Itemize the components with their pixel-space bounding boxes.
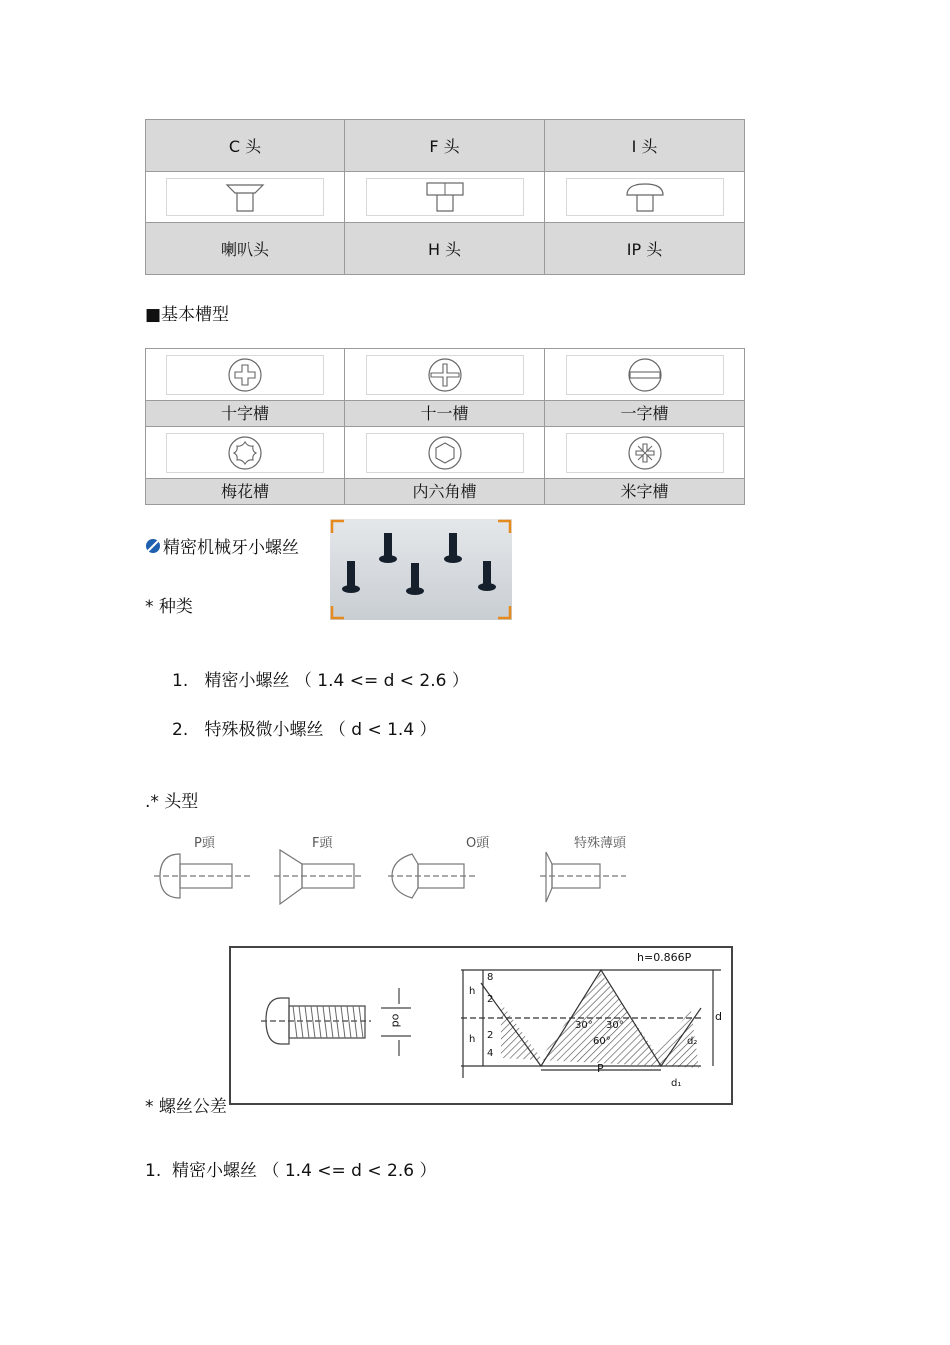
d1-label: d₁	[671, 1078, 682, 1089]
precision-title	[145, 533, 299, 558]
thread-tolerance-diagram	[229, 946, 733, 1105]
angle-30-right: 30°	[606, 1020, 624, 1031]
f-head-icon	[415, 179, 475, 215]
label-phillips-slot: 十字槽	[146, 401, 345, 427]
label-torx-slot: 梅花槽	[146, 479, 345, 505]
tolerance-label: * 螺丝公差	[145, 1097, 227, 1117]
cell-f-head: F 头	[345, 120, 545, 172]
blue-bullet-icon	[145, 538, 161, 554]
cell-i-head: I 头	[545, 120, 745, 172]
star-slot-icon	[625, 435, 665, 471]
h-label-bottom: h	[469, 1034, 476, 1045]
cell-ip-head: IP 头	[545, 223, 745, 275]
head-types-figure	[150, 828, 650, 910]
cell-h-head: H 头	[345, 223, 545, 275]
half-label-bottom: 2	[487, 1030, 494, 1041]
slot-type-table	[145, 348, 745, 505]
head-types-drawing	[150, 846, 650, 908]
formula-label: h=0.866P	[637, 951, 692, 964]
eighth-label: 8	[487, 972, 494, 983]
f-head-label: F頭	[312, 836, 333, 851]
screws-photo-drawing	[330, 519, 512, 620]
torx-slot-icon	[225, 435, 265, 471]
label-cross-slot: 十一槽	[345, 401, 545, 427]
label-hex-slot: 内六角槽	[345, 479, 545, 505]
quarter-label: 4	[487, 1048, 494, 1059]
special-thin-head-label: 特殊薄頭	[574, 836, 627, 851]
head-types-label: .* 头型	[145, 792, 199, 812]
d-label: d	[715, 1010, 722, 1023]
cell-c-head: C 头	[146, 120, 345, 172]
precision-title-text: 精密机械牙小螺丝	[163, 538, 299, 558]
straight-slot-icon	[625, 357, 665, 393]
footer-item: 1. 精密小螺丝 （ 1.4 <= d < 2.6 ）	[145, 1161, 437, 1181]
od-label: od	[389, 1013, 403, 1028]
c-head-icon	[215, 179, 275, 215]
i-head-icon	[615, 179, 675, 215]
pitch-label: P	[597, 1062, 604, 1075]
phillips-slot-icon	[225, 357, 265, 393]
slot-section-heading: ■基本槽型	[145, 305, 230, 325]
head-type-table	[145, 119, 745, 275]
o-head-label: O頭	[466, 836, 490, 851]
label-straight-slot: 一字槽	[545, 401, 745, 427]
thread-drawing	[231, 948, 731, 1103]
cell-trumpet-head: 喇叭头	[146, 223, 345, 275]
d2-label: d₂	[687, 1036, 698, 1047]
cross-slot-icon	[425, 357, 465, 393]
half-label-top: 2	[487, 994, 494, 1005]
list-item: 1. 精密小螺丝 （ 1.4 <= d < 2.6 ）	[172, 671, 469, 691]
list-item: 2. 特殊极微小螺丝 （ d < 1.4 ）	[172, 720, 437, 740]
hex-slot-icon	[425, 435, 465, 471]
angle-60: 60°	[593, 1036, 611, 1047]
types-label: * 种类	[145, 597, 193, 617]
h-label-top: h	[469, 986, 476, 997]
label-star-slot: 米字槽	[545, 479, 745, 505]
angle-30-left: 30°	[575, 1020, 593, 1031]
screws-photo	[330, 519, 512, 620]
p-head-label: P頭	[194, 836, 215, 851]
